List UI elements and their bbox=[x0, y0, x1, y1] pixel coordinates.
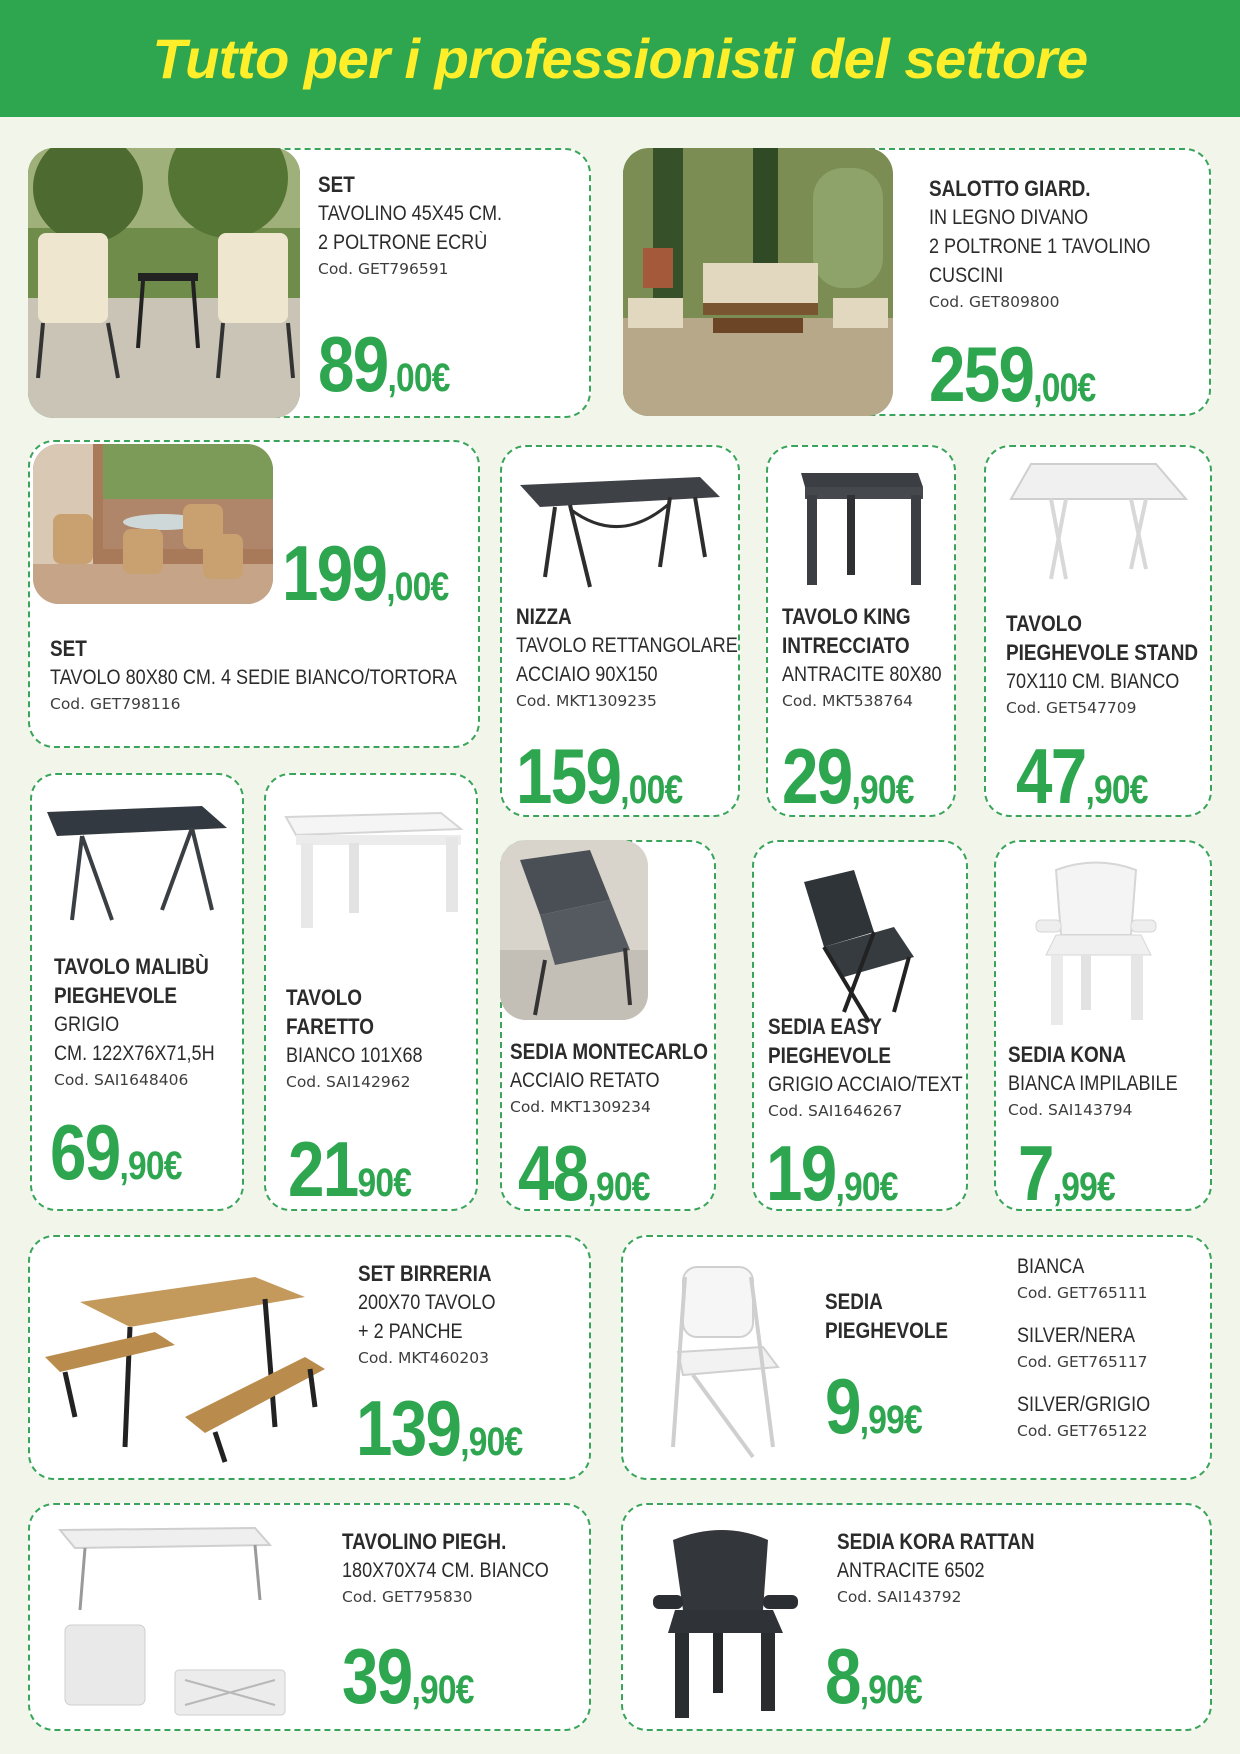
price bbox=[518, 1129, 650, 1217]
product-code: Cod. SAI1646267 bbox=[768, 1102, 903, 1120]
product-card-nizza[interactable] bbox=[500, 445, 740, 820]
price-integer: 259 bbox=[929, 330, 1034, 418]
product-desc: 180X70X74 CM. BIANCO bbox=[342, 1559, 549, 1582]
product-title: SALOTTO GIARD. bbox=[929, 176, 1091, 201]
price bbox=[766, 1129, 898, 1217]
price-integer: 89 bbox=[318, 320, 388, 408]
variant-name: SILVER/GRIGIO bbox=[1017, 1393, 1151, 1416]
price-decimal: ,00€ bbox=[620, 768, 683, 812]
product-title: TAVOLO bbox=[286, 985, 363, 1010]
folding-table-image bbox=[55, 1520, 305, 1720]
product-title: SEDIA KONA bbox=[1008, 1042, 1127, 1067]
product-code: Cod. GET547709 bbox=[1006, 699, 1137, 717]
product-title: SEDIA MONTECARLO bbox=[510, 1039, 708, 1064]
product-title: PIEGHEVOLE STAND bbox=[1006, 640, 1199, 665]
product-title: TAVOLO KING bbox=[782, 604, 911, 629]
product-card-faretto[interactable] bbox=[264, 773, 478, 1211]
price bbox=[929, 330, 1096, 418]
price-integer: 29 bbox=[782, 732, 852, 820]
product-title: TAVOLO bbox=[1006, 611, 1083, 636]
product-card-kora[interactable] bbox=[621, 1503, 1212, 1731]
price-decimal: ,99€ bbox=[859, 1398, 922, 1442]
price bbox=[318, 320, 450, 408]
product-title: SEDIA KORA RATTAN bbox=[837, 1529, 1035, 1554]
patio-set-photo bbox=[28, 148, 300, 418]
page-header bbox=[0, 0, 1240, 117]
product-desc: BIANCO 101X68 bbox=[286, 1044, 423, 1067]
product-title: SET bbox=[50, 636, 87, 661]
price-integer: 159 bbox=[516, 732, 621, 820]
product-card-set-tavolo[interactable] bbox=[28, 440, 480, 748]
product-code: Cod. GET796591 bbox=[318, 260, 449, 278]
folding-chair-image bbox=[784, 862, 934, 1027]
product-title: SEDIA EASY bbox=[768, 1014, 882, 1039]
price-integer: 19 bbox=[766, 1129, 836, 1217]
product-title: TAVOLO MALIBÙ bbox=[54, 954, 209, 979]
product-title: TAVOLINO PIEGH. bbox=[342, 1529, 507, 1554]
product-desc: TAVOLO 80X80 CM. 4 SEDIE BIANCO/TORTORA bbox=[50, 666, 457, 689]
product-code: Cod. MKT460203 bbox=[358, 1349, 489, 1367]
product-card-set-tavolino[interactable] bbox=[28, 148, 591, 418]
product-code: Cod. SAI1648406 bbox=[54, 1071, 189, 1089]
product-card-kona[interactable] bbox=[994, 840, 1212, 1217]
rattan-chair-image bbox=[653, 1525, 803, 1725]
product-card-king[interactable] bbox=[766, 445, 956, 820]
product-title: SEDIA bbox=[825, 1289, 883, 1314]
price-decimal: ,90€ bbox=[411, 1668, 474, 1712]
product-desc: ACCIAIO RETATO bbox=[510, 1069, 660, 1092]
price-integer: 139 bbox=[356, 1384, 461, 1472]
product-desc: 2 POLTRONE 1 TAVOLINO bbox=[929, 235, 1151, 258]
product-card-pieghevole-stand[interactable] bbox=[984, 445, 1212, 820]
product-code: Cod. SAI143794 bbox=[1008, 1101, 1133, 1119]
product-code: Cod. MKT1309234 bbox=[510, 1098, 651, 1116]
product-desc: IN LEGNO DIVANO bbox=[929, 206, 1089, 229]
product-card-sedia-pieghevole[interactable] bbox=[621, 1235, 1212, 1480]
table-image bbox=[1006, 459, 1196, 589]
product-card-salotto[interactable] bbox=[623, 148, 1211, 416]
variant-name: SILVER/NERA bbox=[1017, 1324, 1136, 1347]
variant-name: BIANCA bbox=[1017, 1255, 1085, 1278]
product-desc: ANTRACITE 80X80 bbox=[782, 663, 942, 686]
product-desc: ANTRACITE 6502 bbox=[837, 1559, 985, 1582]
product-title: PIEGHEVOLE bbox=[768, 1043, 892, 1068]
price bbox=[1016, 732, 1148, 820]
product-code: Cod. SAI142962 bbox=[286, 1073, 411, 1091]
price bbox=[282, 529, 449, 617]
product-desc: GRIGIO bbox=[54, 1013, 120, 1036]
product-code: Cod. MKT538764 bbox=[782, 692, 913, 710]
price bbox=[825, 1362, 922, 1450]
product-desc: 2 POLTRONE ECRÙ bbox=[318, 231, 488, 254]
product-desc: 200X70 TAVOLO bbox=[358, 1291, 496, 1314]
product-title: INTRECCIATO bbox=[782, 633, 910, 658]
product-desc: 70X110 CM. BIANCO bbox=[1006, 670, 1180, 693]
product-title: PIEGHEVOLE bbox=[54, 983, 178, 1008]
variant-code: Cod. GET765122 bbox=[1017, 1422, 1148, 1440]
price-decimal: ,90€ bbox=[859, 1668, 922, 1712]
price-integer: 48 bbox=[518, 1129, 588, 1217]
product-desc: ACCIAIO 90X150 bbox=[516, 663, 658, 686]
price-integer: 9 bbox=[825, 1362, 860, 1450]
price-decimal: ,90€ bbox=[119, 1144, 182, 1188]
product-desc: CM. 122X76X71,5H bbox=[54, 1042, 215, 1065]
price-integer: 39 bbox=[342, 1632, 412, 1720]
product-desc: TAVOLO RETTANGOLARE bbox=[516, 634, 738, 657]
product-desc: + 2 PANCHE bbox=[358, 1320, 463, 1343]
price-decimal: ,90€ bbox=[1085, 768, 1148, 812]
price-decimal: ,90€ bbox=[851, 768, 914, 812]
product-card-birreria[interactable] bbox=[28, 1235, 591, 1480]
folding-table-image bbox=[42, 800, 232, 930]
product-title: SET bbox=[318, 172, 355, 197]
balcony-set-photo bbox=[33, 444, 273, 604]
price bbox=[356, 1384, 523, 1472]
plastic-table-image bbox=[281, 805, 466, 935]
price bbox=[50, 1108, 182, 1196]
price-integer: 8 bbox=[825, 1632, 860, 1720]
product-card-tavolino-piegh[interactable] bbox=[28, 1503, 591, 1731]
price-decimal: ,99€ bbox=[1052, 1165, 1115, 1209]
beer-table-set-image bbox=[45, 1257, 345, 1467]
price-decimal: ,00€ bbox=[1033, 366, 1096, 410]
product-desc: GRIGIO ACCIAIO/TEXT bbox=[768, 1073, 963, 1096]
price-decimal: ,00€ bbox=[387, 356, 450, 400]
product-code: Cod. MKT1309235 bbox=[516, 692, 657, 710]
product-desc: TAVOLINO 45X45 CM. bbox=[318, 202, 503, 225]
price-integer: 69 bbox=[50, 1108, 120, 1196]
price-integer: 7 bbox=[1018, 1129, 1053, 1217]
table-image bbox=[783, 465, 943, 595]
price bbox=[1018, 1129, 1115, 1217]
product-title: NIZZA bbox=[516, 604, 572, 629]
variant-code: Cod. GET765111 bbox=[1017, 1284, 1148, 1302]
price bbox=[288, 1125, 412, 1213]
product-title: SET BIRRERIA bbox=[358, 1261, 492, 1286]
plastic-chair-image bbox=[1031, 860, 1161, 1030]
price-integer: 47 bbox=[1016, 732, 1086, 820]
product-title: PIEGHEVOLE bbox=[825, 1318, 949, 1343]
table-image bbox=[510, 467, 730, 597]
price-decimal: 90€ bbox=[357, 1161, 412, 1205]
price-decimal: ,00€ bbox=[386, 565, 449, 609]
white-folding-chair-image bbox=[653, 1257, 803, 1467]
price bbox=[782, 732, 914, 820]
product-desc: CUSCINI bbox=[929, 264, 1004, 287]
price-integer: 199 bbox=[282, 529, 387, 617]
price bbox=[516, 732, 683, 820]
product-card-easy[interactable] bbox=[752, 840, 968, 1217]
price bbox=[342, 1632, 474, 1720]
product-desc: BIANCA IMPILABILE bbox=[1008, 1072, 1178, 1095]
page-title: Tutto per i professionisti del settore bbox=[152, 27, 1088, 90]
product-title: FARETTO bbox=[286, 1014, 374, 1039]
price bbox=[825, 1632, 922, 1720]
price-decimal: ,90€ bbox=[587, 1165, 650, 1209]
product-code: Cod. GET795830 bbox=[342, 1588, 473, 1606]
product-card-malibu[interactable] bbox=[30, 773, 244, 1211]
product-card-montecarlo[interactable] bbox=[500, 840, 716, 1217]
variant-code: Cod. GET765117 bbox=[1017, 1353, 1148, 1371]
garden-lounge-photo bbox=[623, 148, 893, 416]
product-code: Cod. GET809800 bbox=[929, 293, 1060, 311]
price-decimal: ,90€ bbox=[460, 1420, 523, 1464]
price-decimal: ,90€ bbox=[835, 1165, 898, 1209]
price-integer: 21 bbox=[288, 1125, 358, 1213]
mesh-chair-photo bbox=[500, 840, 648, 1020]
product-code: Cod. SAI143792 bbox=[837, 1588, 962, 1606]
product-code: Cod. GET798116 bbox=[50, 695, 181, 713]
